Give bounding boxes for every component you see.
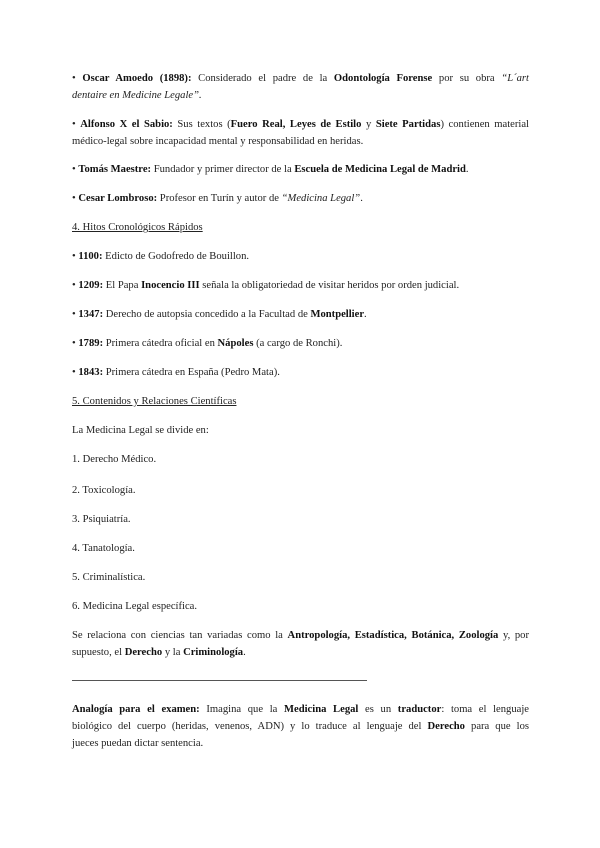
text: Imagina que la [206, 704, 278, 715]
text: . [243, 647, 246, 658]
text: Considerado el padre de la [198, 73, 328, 84]
text: El Papa [105, 280, 139, 291]
science-name: Antropología [287, 630, 348, 641]
analogy-label: Analogía para el examen: [72, 704, 200, 715]
milestone-year: 1843: [78, 367, 104, 378]
science-name: Criminología [183, 647, 244, 658]
bullet: • [72, 280, 76, 291]
author-lombroso [72, 190, 529, 207]
milestone-highlight: Inocencio III [141, 280, 200, 291]
work-title: “Medicina Legal” [281, 193, 361, 204]
highlight: Derecho [427, 721, 465, 732]
list-item: 5. Criminalística. [72, 572, 146, 583]
text: Se relaciona con ciencias tan variadas como la [72, 630, 283, 641]
highlight: traductor [397, 704, 442, 715]
horizontal-divider [72, 680, 367, 681]
author-name: Alfonso X el Sabio: [80, 119, 173, 130]
work-title: Leyes de Estilo [289, 119, 362, 130]
bullet: • [72, 119, 76, 130]
text: Sus textos ( [177, 119, 231, 130]
analogy-paragraph-line3: jueces puedan dictar sentencia. [72, 738, 204, 749]
science-name: Botánica [411, 630, 452, 641]
text: . [465, 164, 469, 175]
list-item: 3. Psiquiatría. [72, 514, 131, 525]
text: médico-legal sobre incapacidad mental y responsabilidad en heridas. [72, 136, 364, 147]
list-item: 2. Toxicología. [72, 485, 136, 496]
text: Edicto de Godofredo de Bouillon. [105, 251, 250, 262]
author-name: Tomás Maestre: [78, 164, 152, 175]
text: señala la obligatoriedad de visitar heridos por orden judicial. [202, 280, 460, 291]
author-name: Oscar Amoedo (1898): [82, 73, 192, 84]
school-name: Escuela de Medicina Legal de Madrid [294, 164, 466, 175]
text: para que los [471, 721, 529, 732]
bullet: • [72, 164, 76, 175]
text: es un [365, 704, 392, 715]
text: (a cargo de Ronchi). [256, 338, 343, 349]
text: . [364, 309, 367, 320]
milestone-highlight: Montpellier [310, 309, 365, 320]
text: ) contienen material [440, 119, 529, 130]
text: : toma el lenguaje [441, 704, 529, 715]
relation-paragraph [72, 627, 529, 644]
author-name: Cesar Lombroso: [78, 193, 158, 204]
milestone-item [72, 277, 529, 294]
milestone-item [72, 364, 529, 381]
work-title: Siete Partidas [375, 119, 441, 130]
science-name: Derecho [124, 647, 163, 658]
milestone-item [72, 248, 529, 265]
text: . [360, 193, 363, 204]
text: Derecho de autopsia concedido a la Facultad de [105, 309, 308, 320]
section-5-heading: 5. Contenidos y Relaciones Científicas [72, 396, 237, 407]
work-title: “L´art [501, 73, 529, 84]
text: Primera cátedra en España (Pedro Mata). [105, 367, 280, 378]
analogy-paragraph-line2 [72, 718, 529, 735]
author-alfonso-line2 [72, 133, 529, 150]
author-amoedo-line2 [72, 87, 529, 104]
section-5-intro: La Medicina Legal se divide en: [72, 425, 209, 436]
bullet: • [72, 251, 76, 262]
text: Profesor en Turín y autor de [159, 193, 279, 204]
bullet: • [72, 193, 76, 204]
author-maestre [72, 161, 529, 178]
analogy-paragraph [72, 701, 529, 718]
bullet: • [72, 338, 76, 349]
separator: , [404, 630, 407, 641]
author-alfonso [72, 116, 529, 133]
separator: , [282, 119, 286, 130]
milestone-item [72, 335, 529, 352]
text: y la [164, 647, 181, 658]
list-item: 4. Tanatología. [72, 543, 135, 554]
text: biológico del cuerpo (heridas, venenos, ADN) y lo traduce al lenguaje del [72, 721, 422, 732]
text: Fundador y primer director de la [153, 164, 292, 175]
separator: , [347, 630, 351, 641]
science-name: Estadística [354, 630, 405, 641]
separator: , [451, 630, 455, 641]
bullet: • [72, 367, 76, 378]
bullet: • [72, 73, 76, 84]
work-title-cont: dentaire en Medicine Legale”. [72, 90, 202, 101]
relation-paragraph-line2 [72, 644, 529, 661]
milestone-year: 1347: [78, 309, 104, 320]
text: por su obra [438, 73, 495, 84]
text: Primera cátedra oficial en [105, 338, 215, 349]
section-4-heading: 4. Hitos Cronológicos Rápidos [72, 222, 203, 233]
list-item: 1. Derecho Médico. [72, 454, 157, 465]
milestone-item [72, 306, 529, 323]
author-amoedo [72, 70, 529, 87]
milestone-year: 1209: [78, 280, 104, 291]
highlight: Medicina Legal [284, 704, 359, 715]
bullet: • [72, 309, 76, 320]
science-name: Zoología [458, 630, 499, 641]
milestone-year: 1100: [78, 251, 103, 262]
text: supuesto, el [72, 647, 123, 658]
field-name: Odontología Forense [333, 73, 433, 84]
text: y, por [502, 630, 530, 641]
work-title: Fuero Real [230, 119, 283, 130]
separator: y [366, 119, 372, 130]
list-item: 6. Medicina Legal específica. [72, 601, 198, 612]
milestone-highlight: Nápoles [217, 338, 254, 349]
milestone-year: 1789: [78, 338, 104, 349]
